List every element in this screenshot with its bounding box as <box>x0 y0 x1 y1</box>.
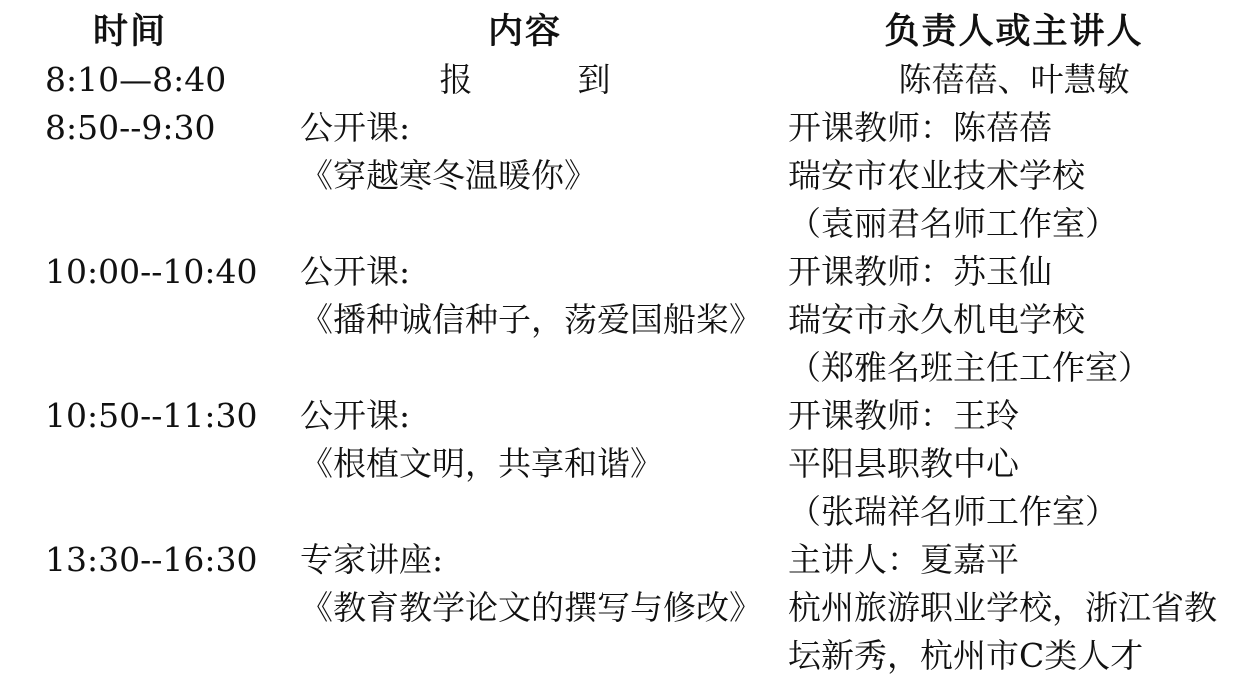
column-header-time-label: 时间 <box>92 11 167 52</box>
schedule-row-registration <box>0 56 1238 104</box>
column-header-person <box>790 8 1238 56</box>
person-cell <box>788 392 1238 536</box>
content-line: 报 到 <box>439 60 611 99</box>
column-header-person-label: 负责人或主讲人 <box>884 11 1144 52</box>
schedule-row-open-class-1 <box>0 104 1238 248</box>
content-line: 《播种诚信种子，荡爱国船桨》 <box>300 300 762 339</box>
person-line: 瑞安市永久机电学校 <box>788 300 1085 339</box>
content-cell <box>300 392 788 536</box>
time-cell <box>0 248 300 392</box>
time-cell <box>0 104 300 248</box>
content-line: 《穿越寒冬温暖你》 <box>300 156 597 195</box>
time-value: 8:50--9:30 <box>45 108 216 147</box>
person-line: 坛新秀，杭州市C类人才 <box>788 636 1144 675</box>
content-line: 公开课: <box>300 252 411 291</box>
person-line: （袁丽君名师工作室） <box>788 204 1118 243</box>
person-line: 开课教师：王玲 <box>788 396 1019 435</box>
person-cell <box>788 536 1238 680</box>
time-value: 8:10—8:40 <box>45 60 227 99</box>
person-line: 杭州旅游职业学校，浙江省教 <box>788 588 1217 627</box>
time-cell <box>0 56 260 104</box>
person-cell <box>788 104 1238 248</box>
person-line: 瑞安市农业技术学校 <box>788 156 1085 195</box>
content-line: 《教育教学论文的撰写与修改》 <box>300 588 762 627</box>
time-value: 10:50--11:30 <box>45 396 258 435</box>
person-cell <box>788 248 1238 392</box>
person-line: 开课教师：陈蓓蓓 <box>788 108 1052 147</box>
schedule-row-open-class-2 <box>0 248 1238 392</box>
person-line: （张瑞祥名师工作室） <box>788 492 1118 531</box>
content-cell <box>300 536 788 680</box>
time-value: 13:30--16:30 <box>45 540 258 579</box>
content-cell <box>300 104 788 248</box>
content-cell <box>300 248 788 392</box>
content-line: 公开课: <box>300 396 411 435</box>
person-line: （郑雅名班主任工作室） <box>788 348 1151 387</box>
time-cell <box>0 536 300 680</box>
content-cell <box>260 56 790 104</box>
column-header-content-label: 内容 <box>487 11 562 52</box>
person-cell <box>790 56 1238 104</box>
header-row <box>0 8 1238 56</box>
schedule-row-open-class-3 <box>0 392 1238 536</box>
column-header-time <box>0 8 260 56</box>
person-line: 陈蓓蓓、叶慧敏 <box>898 60 1130 99</box>
time-cell <box>0 392 300 536</box>
schedule-row-expert-lecture <box>0 536 1238 680</box>
time-value: 10:00--10:40 <box>45 252 258 291</box>
column-header-content <box>260 8 790 56</box>
content-line: 《根植文明，共享和谐》 <box>300 444 663 483</box>
content-line: 公开课: <box>300 108 411 147</box>
person-line: 开课教师：苏玉仙 <box>788 252 1052 291</box>
content-line: 专家讲座: <box>300 540 444 579</box>
person-line: 主讲人：夏嘉平 <box>788 540 1019 579</box>
person-line: 平阳县职教中心 <box>788 444 1019 483</box>
